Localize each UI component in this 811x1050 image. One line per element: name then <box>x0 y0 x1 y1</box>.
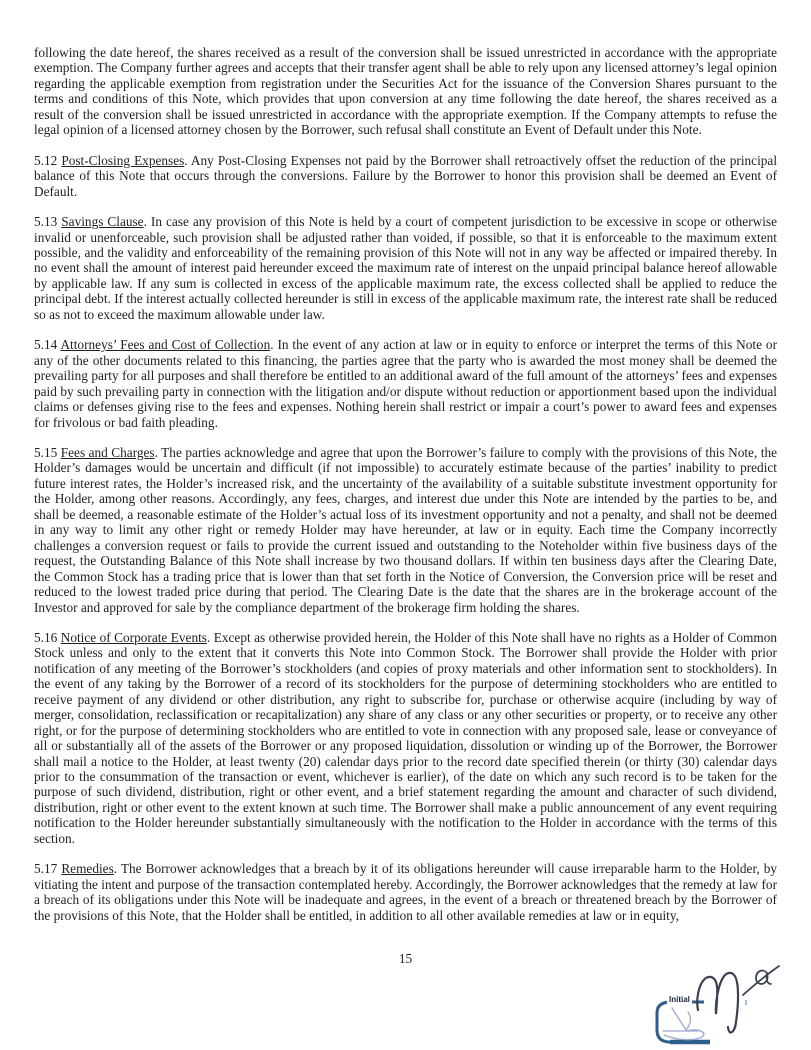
document-paragraph <box>34 445 777 615</box>
paragraph-text: . The Borrower acknowledges that a breach by it of its obligations hereunder will cause irreparable harm to the Holder, by vitiating the intent and purpose of the transaction contemplated hereby. Accordingly, the Borrower acknowledges that the remedy at law for a breach of its obligations under this Note will be inadequate and agrees, in the event of a breach or threatened breach by the Borrower of the provisions of this Note, that the Holder shall be entitled, in addition to all other available remedies at law or in equity, <box>34 861 778 923</box>
section-number: 5.12 <box>34 152 62 168</box>
document-paragraph <box>34 214 777 322</box>
section-heading: Remedies <box>61 861 114 877</box>
initial-scribble-signature <box>663 1008 704 1040</box>
section-number: 5.14 <box>34 337 61 353</box>
signature-initials-m <box>697 966 779 1032</box>
section-number: 5.15 <box>34 444 61 460</box>
document-paragraph <box>34 337 777 430</box>
section-heading: Attorneys’ Fees and Cost of Collection <box>60 337 271 353</box>
page-number: 15 <box>398 951 413 966</box>
section-heading: Notice of Corporate Events <box>60 629 207 645</box>
paragraph-text: . In case any provision of this Note is held by a court of competent jurisdiction to be excessive in scope or otherwise invalid or unenforceable, such provision shall be adjusted rather than voided, if possible, so that it is enforceable to the maximum extent possible, and the validity and enforceability of the remaining provision of this Note will not in any way be affected or impaired thereby. In no event shall the amount of interest paid hereunder exceed the maximum rate of interest on the unpaid principal balance hereof allowable by applicable law. If any sum is collected in excess of the applicable maximum rate, the excess collected shall be applied to reduce the principal debt. If the interest actually collected hereunder is still in excess of the applicable maximum rate, the interest rate shall be reduced so as not to exceed the maximum allowable under law. <box>34 214 777 322</box>
document-body <box>34 45 777 938</box>
initial-signature-graphic <box>640 958 811 1050</box>
section-number: 5.17 <box>34 861 62 877</box>
paragraph-text: following the date hereof, the shares received as a result of the conversion shall be issued unrestricted in accordance with the appropriate exemption. The Company further agrees and accepts that their transfer agent shall be able to rely upon any licensed attorney’s legal opinion regarding the applicable exemption from registration under the Securities Act for the issuance of the Conversion Shares pursuant to the terms and conditions of this Note, which provides that upon conversion at any time following the date hereof, the shares received as a result of the conversion shall be issued unrestricted in accordance with the appropriate exemption. If the Company attempts to refuse the legal opinion of a licensed attorney chosen by the Borrower, such refusal shall constitute an Event of Default under this Note. <box>34 45 777 138</box>
initial-label: Initial <box>669 995 690 1004</box>
document-paragraph <box>34 630 777 846</box>
section-number: 5.16 <box>34 629 61 645</box>
section-heading: Post-Closing Expenses <box>61 152 185 168</box>
section-heading: Fees and Charges <box>60 444 155 460</box>
paragraph-text: . Any Post-Closing Expenses not paid by the Borrower shall retroactively offset the reduction of the principal balance of this Note that occurs through the conversions. Failure by the Borrower to honor this provision shall be deemed an Event of Default. <box>34 152 778 199</box>
section-heading: Savings Clause <box>61 214 144 230</box>
section-number: 5.13 <box>34 214 62 230</box>
paragraph-text: . Except as otherwise provided herein, the Holder of this Note shall have no rights as a Holder of Common Stock unless and only to the extent that it converts this Note into Common Stock. The Borrower shall provide the Holder with prior notification of any meeting of the Borrower’s stockholders (and copies of proxy materials and other information sent to stockholders). In the event of any taking by the Borrower of a record of its stockholders for the purpose of determining stockholders who are entitled to receive payment of any dividend or other distribution, any right to subscribe for, purchase or otherwise acquire (including by way of merger, consolidation, reclassification or recapitalization) any share of any class or any other securities or property, or to receive any other right, or for the purpose of determining stockholders who are entitled to vote in connection with any proposed sale, lease or conveyance of all or substantially all of the assets of the Borrower or any proposed liquidation, dissolution or winding up of the Borrower, the Borrower shall mail a notice to the Holder, at least twenty (20) calendar days prior to the record date specified therein (or thirty (30) calendar days prior to the consummation of the transaction or event, whichever is earlier), of the date on which any such record is to be taken for the purpose of such dividend, distribution, right or other event, and a brief statement regarding the amount and character of such dividend, distribution, right or other event to the extent known at such time. The Borrower shall make a public announcement of any event requiring notification to the Holder hereunder substantially simultaneously with the notification to the Holder in accordance with the terms of this section. <box>34 629 778 846</box>
document-paragraph <box>34 45 777 138</box>
paragraph-text: . The parties acknowledge and agree that upon the Borrower’s failure to comply with the provisions of this Note, the Holder’s damages would be uncertain and difficult (if not impossible) to accurately estimate because of the parties’ inability to predict future interest rates, the Holder’s increased risk, and the uncertainty of the availability of a suitable substitute investment opportunity for the Holder, among other reasons. Accordingly, any fees, charges, and interest due under this Note are intended by the parties to be, and shall be deemed, a reasonable estimate of the Holder’s actual loss of its investment opportunity and not a penalty, and shall not be deemed in any way to limit any other right or remedy Holder may have hereunder, at law or in equity. Each time the Company incorrectly challenges a conversion request or fails to provide the current issued and outstanding to the Noteholder within five business days of the request, the Outstanding Balance of this Note shall increase by two thousand dollars. If within ten business days after the Clearing Date, the Common Stock has a trading price that is lower than that set forth in the Notice of Conversion, the Conversion price will be reset and reduced to the lowest traded price during that period. The Clearing Date is the date that the shares are in the brokerage account of the Investor and approved for sale by the compliance department of the brokerage firm holding the shares. <box>34 444 777 615</box>
paragraph-text: . In the event of any action at law or in equity to enforce or interpret the terms of this Note or any of the other documents related to this financing, the parties agree that the party who is awarded the most money shall be deemed the prevailing party for all purposes and shall therefore be entitled to an additional award of the full amount of the attorneys’ fees and expenses paid by such prevailing party in connection with the litigation and/or dispute without reduction or apportionment based upon the individual claims or defenses giving rise to the fees and expenses. Nothing herein shall restrict or impair a court’s power to award fees and expenses for frivolous or bad faith pleading. <box>34 337 777 430</box>
initial-box-icon <box>657 1000 746 1042</box>
document-paragraph <box>34 153 777 199</box>
initial-block <box>640 958 811 1050</box>
document-paragraph <box>34 861 777 923</box>
